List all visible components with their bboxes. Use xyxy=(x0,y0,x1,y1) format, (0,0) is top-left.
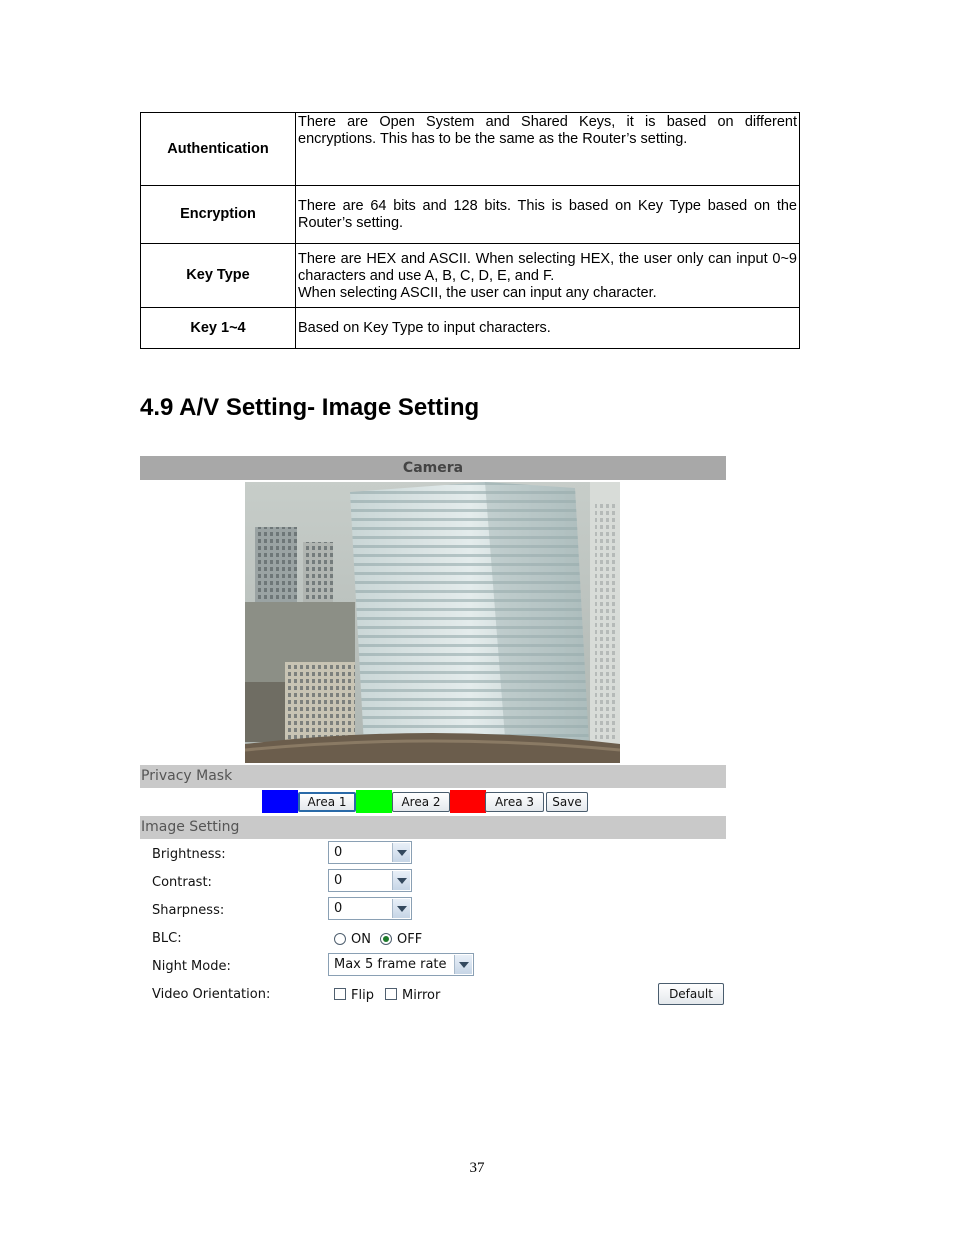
table-row xyxy=(141,308,800,349)
image-setting-section-title: Image Setting xyxy=(140,816,726,839)
description-line: There are 64 bits and 128 bits. This is based on Key Type based on the Router’s setting. xyxy=(298,198,797,231)
spec-table xyxy=(140,112,800,349)
brightness-select[interactable] xyxy=(328,841,412,864)
contrast-select[interactable] xyxy=(328,869,412,892)
area-2-color-swatch xyxy=(356,790,392,813)
sharpness-label: Sharpness: xyxy=(152,903,225,918)
video-frame-image xyxy=(245,482,620,763)
description-cell xyxy=(296,244,800,308)
brightness-value: 0 xyxy=(334,845,343,860)
camera-settings-panel xyxy=(140,456,726,1016)
chevron-down-icon[interactable] xyxy=(392,899,410,918)
mirror-checkbox[interactable] xyxy=(385,988,397,1000)
description-line: Based on Key Type to input characters. xyxy=(298,320,551,336)
chevron-down-icon[interactable] xyxy=(454,955,472,974)
flip-checkbox[interactable] xyxy=(334,988,346,1000)
night-mode-value: Max 5 frame rate xyxy=(334,957,447,972)
description-line: There are Open System and Shared Keys, it is based on different encryptions. This has to be the same as the Router’s setting. xyxy=(298,114,797,147)
night-mode-select[interactable] xyxy=(328,953,474,976)
video-preview xyxy=(245,482,620,763)
night-mode-label: Night Mode: xyxy=(152,959,231,974)
term-cell: Authentication xyxy=(141,113,296,186)
table-row xyxy=(141,244,800,308)
save-button[interactable]: Save xyxy=(546,792,588,812)
section-heading: 4.9 A/V Setting- Image Setting xyxy=(140,394,480,421)
chevron-down-icon[interactable] xyxy=(392,871,410,890)
sharpness-value: 0 xyxy=(334,901,343,916)
term-cell: Encryption xyxy=(141,186,296,244)
flip-label: Flip xyxy=(351,988,374,1003)
sharpness-select[interactable] xyxy=(328,897,412,920)
description-cell xyxy=(296,186,800,244)
video-orientation-label: Video Orientation: xyxy=(152,987,271,1002)
blc-label: BLC: xyxy=(152,931,182,946)
term-cell: Key 1~4 xyxy=(141,308,296,349)
area-1-button[interactable]: Area 1 xyxy=(298,792,356,812)
area-3-button[interactable]: Area 3 xyxy=(485,792,544,812)
area-3-color-swatch xyxy=(450,790,486,813)
contrast-value: 0 xyxy=(334,873,343,888)
privacy-mask-section-title: Privacy Mask xyxy=(140,765,726,788)
contrast-label: Contrast: xyxy=(152,875,212,890)
description-cell xyxy=(296,308,800,349)
blc-off-label: OFF xyxy=(397,932,423,947)
mirror-label: Mirror xyxy=(402,988,441,1003)
camera-title-bar: Camera xyxy=(140,456,726,480)
table-row xyxy=(141,113,800,186)
area-1-color-swatch xyxy=(262,790,298,813)
table-row xyxy=(141,186,800,244)
area-2-button[interactable]: Area 2 xyxy=(392,792,450,812)
description-line: There are HEX and ASCII. When selecting HEX, the user only can input 0~9 characters and use A, B, C, D, E, and F. xyxy=(298,250,797,284)
description-line: When selecting ASCII, the user can input any character. xyxy=(298,284,657,301)
term-cell: Key Type xyxy=(141,244,296,308)
default-button[interactable]: Default xyxy=(658,983,724,1005)
blc-on-label: ON xyxy=(351,932,371,947)
blc-off-radio[interactable] xyxy=(380,933,392,945)
description-cell xyxy=(296,113,800,186)
page-number: 37 xyxy=(469,1160,485,1176)
chevron-down-icon[interactable] xyxy=(392,843,410,862)
brightness-label: Brightness: xyxy=(152,847,226,862)
blc-on-radio[interactable] xyxy=(334,933,346,945)
